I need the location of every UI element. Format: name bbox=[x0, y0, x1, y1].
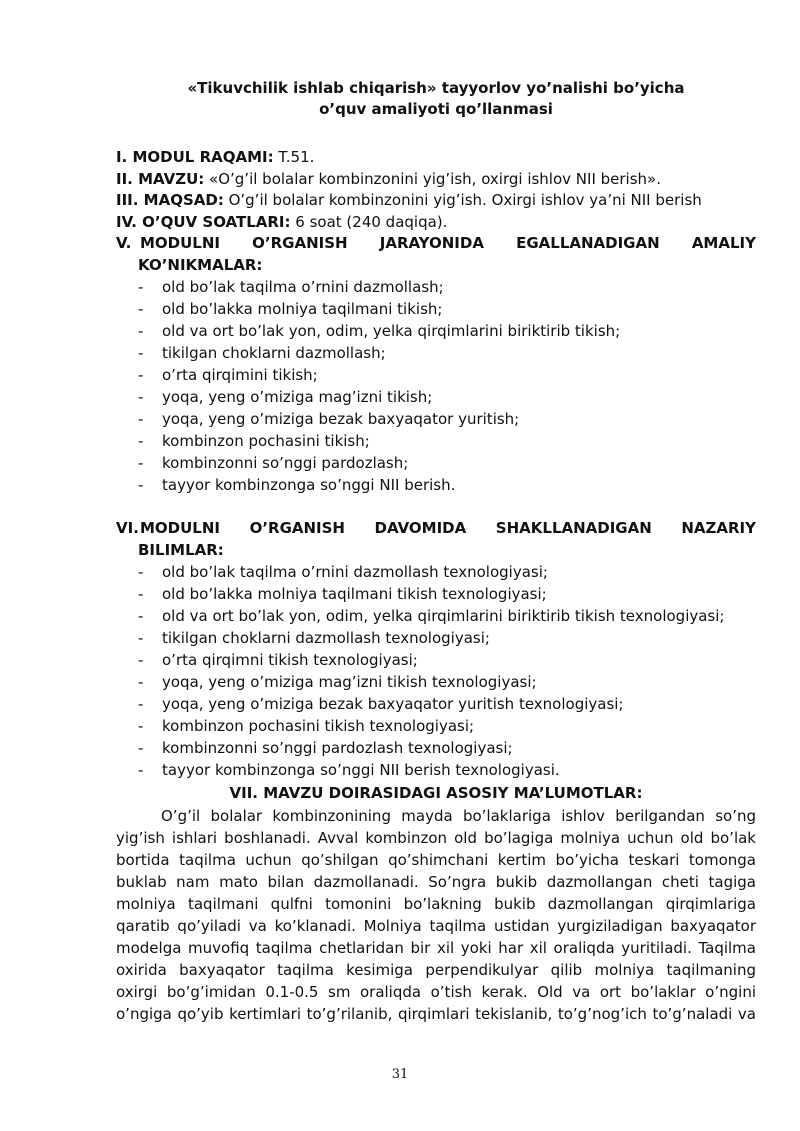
module-number-line bbox=[116, 147, 756, 169]
list-item bbox=[116, 276, 756, 298]
module-meta bbox=[116, 147, 756, 233]
dash-bullet: - bbox=[138, 673, 144, 691]
section-7-paragraph bbox=[116, 805, 756, 1025]
list-item-text: o’rta qirqimini tikish; bbox=[162, 366, 318, 384]
list-item bbox=[116, 320, 756, 342]
goal-label: III. MAQSAD: bbox=[116, 191, 224, 209]
section-6-heading bbox=[116, 518, 756, 540]
list-item-text: old bo’lak taqilma o’rnini dazmollash texnologiyasi; bbox=[162, 563, 548, 581]
list-item-text: old bo’lakka molniya taqilmani tikish texnologiyasi; bbox=[162, 585, 547, 603]
list-item-text: tayyor kombinzonga so’nggi NII berish texnologiyasi. bbox=[162, 761, 560, 779]
dash-bullet: - bbox=[138, 278, 144, 296]
list-item-text: kombinzonni so’nggi pardozlash texnologiyasi; bbox=[162, 739, 513, 757]
section-5 bbox=[116, 233, 756, 496]
title-line-1: «Tikuvchilik ishlab chiqarish» tayyorlov yo’nalishi bo’yicha bbox=[187, 79, 685, 97]
list-item-text: tikilgan choklarni dazmollash; bbox=[162, 344, 386, 362]
heading-word: AMALIY bbox=[691, 234, 756, 252]
document-title bbox=[116, 78, 756, 120]
knowledge-list bbox=[116, 561, 756, 781]
list-item-text: yoqa, yeng o’miziga bezak baxyaqator yuritish texnologiyasi; bbox=[162, 695, 624, 713]
list-item-text: yoqa, yeng o’miziga bezak baxyaqator yuritish; bbox=[162, 410, 520, 428]
heading-word: JARAYONIDA bbox=[379, 234, 484, 252]
list-item bbox=[116, 408, 756, 430]
heading-word: MODULNI bbox=[140, 519, 221, 537]
dash-bullet: - bbox=[138, 300, 144, 318]
list-item-text: old bo’lak taqilma o’rnini dazmollash; bbox=[162, 278, 444, 296]
list-item bbox=[116, 693, 756, 715]
dash-bullet: - bbox=[138, 432, 144, 450]
list-item-text: old va ort bo’lak yon, odim, yelka qirqimlarini biriktirib tikish texnologiyasi; bbox=[162, 607, 725, 625]
list-item bbox=[116, 474, 756, 496]
list-item bbox=[116, 430, 756, 452]
paragraph-line: oxirgi bo’g’imidan 0.1-0.5 sm oraliqda o’tish kerak. Old va ort bo’laklar o’ngini bbox=[116, 982, 756, 1001]
list-item bbox=[116, 386, 756, 408]
list-item bbox=[116, 649, 756, 671]
dash-bullet: - bbox=[138, 388, 144, 406]
paragraph-line: qaratib qo’yiladi va ko’klanadi. Molniya taqilma ustidan yurgiziladigan baxyaqator bbox=[116, 916, 756, 935]
paragraph-line: molniya taqilmani qulfni tomonini bo’lakning bukib dazmollangan qirqimlariga bbox=[116, 894, 756, 913]
page-number: 31 bbox=[391, 1067, 409, 1082]
paragraph-line: o’ngiga qo’yib kertimlari to’g’rilanib, qirqimlari tekislanib, to’g’nog’ich to’g’naladi va bbox=[116, 1004, 756, 1023]
skills-list bbox=[116, 276, 756, 496]
dash-bullet: - bbox=[138, 322, 144, 340]
section-5-number: V. bbox=[116, 234, 132, 252]
dash-bullet: - bbox=[138, 651, 144, 669]
section-5-heading-words bbox=[140, 233, 756, 255]
list-item bbox=[116, 298, 756, 320]
section-7 bbox=[116, 783, 756, 1025]
list-item bbox=[116, 583, 756, 605]
list-item-text: kombinzonni so’nggi pardozlash; bbox=[162, 454, 409, 472]
heading-word: SHAKLLANADIGAN bbox=[495, 519, 652, 537]
module-number-label: I. MODUL RAQAMI: bbox=[116, 148, 274, 166]
list-item bbox=[116, 342, 756, 364]
title-line-2: o’quv amaliyoti qo’llanmasi bbox=[319, 100, 553, 118]
dash-bullet: - bbox=[138, 585, 144, 603]
section-6 bbox=[116, 518, 756, 781]
dash-bullet: - bbox=[138, 476, 144, 494]
heading-word: MODULNI bbox=[140, 234, 221, 252]
paragraph-line: oxirida baxyaqator taqilma kesimiga perpendikulyar qilib molniya taqilmaning bbox=[116, 960, 756, 979]
heading-word: EGALLANADIGAN bbox=[516, 234, 660, 252]
heading-word: O’RGANISH bbox=[252, 234, 348, 252]
list-item-text: old bo’lakka molniya taqilmani tikish; bbox=[162, 300, 443, 318]
paragraph-line: O’g’il bolalar kombinzonining mayda bo’laklariga ishlov berilgandan so’ng bbox=[161, 806, 756, 825]
list-item bbox=[116, 671, 756, 693]
dash-bullet: - bbox=[138, 366, 144, 384]
dash-bullet: - bbox=[138, 607, 144, 625]
dash-bullet: - bbox=[138, 761, 144, 779]
section-6-heading-words bbox=[140, 518, 756, 540]
list-item bbox=[116, 561, 756, 583]
module-number-value: T.51. bbox=[273, 148, 315, 166]
list-item bbox=[116, 627, 756, 649]
section-6-number: VI. bbox=[116, 519, 139, 537]
heading-word: O’RGANISH bbox=[249, 519, 345, 537]
hours-label: IV. O’QUV SOATLARI: bbox=[116, 212, 291, 231]
hours-line bbox=[116, 212, 756, 234]
dash-bullet: - bbox=[138, 344, 144, 362]
goal-line bbox=[116, 190, 756, 212]
list-item-text: tayyor kombinzonga so’nggi NII berish. bbox=[162, 476, 456, 494]
dash-bullet: - bbox=[138, 695, 144, 713]
list-item-text: o’rta qirqimni tikish texnologiyasi; bbox=[162, 651, 418, 669]
dash-bullet: - bbox=[138, 563, 144, 581]
list-item-text: yoqa, yeng o’miziga mag’izni tikish; bbox=[162, 388, 433, 406]
list-item bbox=[116, 715, 756, 737]
dash-bullet: - bbox=[138, 629, 144, 647]
list-item-text: old va ort bo’lak yon, odim, yelka qirqimlarini biriktirib tikish; bbox=[162, 322, 621, 340]
hours-value: 6 soat (240 daqiqa). bbox=[290, 212, 448, 231]
heading-word: NAZARIY bbox=[681, 519, 756, 537]
list-item bbox=[116, 364, 756, 386]
topic-line bbox=[116, 169, 756, 191]
list-item bbox=[116, 605, 756, 627]
paragraph-line: modelga muvofiq taqilma chetlaridan bir xil yoki har xil oraliqda yuritiladi. Taqilma bbox=[116, 938, 756, 957]
paragraph-line: yig’ish ishlari boshlanadi. Avval kombinzon old bo’lagiga molniya uchun old bo’lak bbox=[116, 828, 756, 847]
section-5-heading-line-2: KO’NIKMALAR: bbox=[138, 255, 263, 274]
paragraph-line: bortida taqilma uchun qo’shilgan qo’shimchani kertim bo’yicha teskari tomonga bbox=[116, 850, 756, 869]
dash-bullet: - bbox=[138, 454, 144, 472]
list-item-text: kombinzon pochasini tikish; bbox=[162, 432, 370, 450]
dash-bullet: - bbox=[138, 410, 144, 428]
dash-bullet: - bbox=[138, 717, 144, 735]
list-item-text: yoqa, yeng o’miziga mag’izni tikish texnologiyasi; bbox=[162, 673, 537, 691]
dash-bullet: - bbox=[138, 739, 144, 757]
heading-word: DAVOMIDA bbox=[374, 519, 467, 537]
goal-value: O’g’il bolalar kombinzonini yig’ish. Oxirgi ishlov ya’ni NII berish bbox=[223, 191, 702, 209]
topic-value: «O’g’il bolalar kombinzonini yig’ish, oxirgi ishlov NII berish». bbox=[204, 169, 661, 188]
list-item bbox=[116, 737, 756, 759]
list-item bbox=[116, 452, 756, 474]
list-item-text: kombinzon pochasini tikish texnologiyasi; bbox=[162, 717, 475, 735]
section-6-heading-line-2: BILIMLAR: bbox=[138, 540, 224, 559]
section-7-title: VII. MAVZU DOIRASIDAGI ASOSIY MA’LUMOTLAR: bbox=[229, 784, 643, 802]
list-item bbox=[116, 759, 756, 781]
paragraph-line: buklab nam mato bilan dazmollanadi. So’ngra bukib dazmollangan cheti tagiga bbox=[116, 872, 756, 891]
topic-label: II. MAVZU: bbox=[116, 169, 205, 188]
list-item-text: tikilgan choklarni dazmollash texnologiyasi; bbox=[162, 629, 490, 647]
section-5-heading bbox=[116, 233, 756, 255]
document-page bbox=[116, 78, 756, 1025]
